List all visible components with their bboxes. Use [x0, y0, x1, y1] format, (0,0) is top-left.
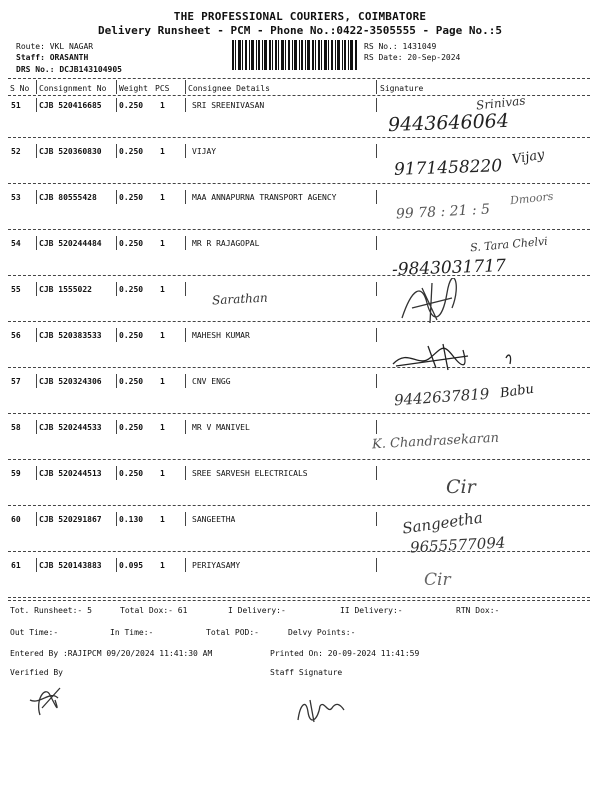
staff-label: Staff:	[16, 53, 45, 62]
col-header-signature: Signature	[380, 84, 424, 93]
cell-pcs: 1	[160, 147, 165, 156]
cell-consignment: CJB 520244484	[39, 239, 102, 248]
rs-date-label: RS Date:	[364, 53, 403, 62]
cell-sno: 59	[11, 469, 21, 478]
rtn-dox: RTN Dox:-	[456, 606, 500, 615]
cell-consignment: CJB 1555022	[39, 285, 92, 294]
ii-delivery: II Delivery:-	[340, 606, 403, 615]
entered-by: Entered By :RAJIPCM 09/20/2024 11:41:30 AM	[10, 649, 213, 658]
cell-pcs: 1	[160, 193, 165, 202]
col-sep	[376, 190, 377, 204]
col-sep	[376, 558, 377, 572]
col-sep	[116, 80, 117, 94]
col-header-consignee: Consignee Details	[188, 84, 270, 93]
document-title: THE PROFESSIONAL COURIERS, COIMBATORE	[173, 10, 427, 23]
col-sep	[376, 236, 377, 250]
col-sep	[185, 144, 186, 158]
handwritten-signature: Srinivas	[475, 93, 527, 113]
col-header-pcs: PCS	[155, 84, 170, 93]
cell-sno: 51	[11, 101, 21, 110]
cell-consignment: CJB 80555428	[39, 193, 97, 202]
cell-sno: 60	[11, 515, 21, 524]
col-sep	[36, 80, 37, 94]
cell-pcs: 1	[160, 515, 165, 524]
col-sep	[116, 144, 117, 158]
cell-consignee: VIJAY	[192, 147, 217, 156]
handwritten-signature: Cir	[446, 476, 476, 498]
col-sep	[116, 558, 117, 572]
col-sep	[36, 420, 37, 434]
handwritten-signature: K. Chandrasekaran	[371, 430, 500, 453]
cell-weight: 0.250	[119, 331, 144, 340]
cell-consignment: CJB 520383533	[39, 331, 102, 340]
row-rule	[8, 321, 590, 322]
col-sep	[185, 512, 186, 526]
document-subtitle: Delivery Runsheet - PCM - Phone No.:0422-3505555 - Page No.:5	[98, 24, 502, 37]
cell-sno: 58	[11, 423, 21, 432]
cell-consignee: PERIYASAMY	[192, 561, 241, 570]
col-sep	[376, 80, 377, 94]
col-sep	[116, 328, 117, 342]
row-rule	[8, 229, 590, 230]
col-sep	[185, 420, 186, 434]
col-sep	[376, 144, 377, 158]
cell-consignment: CJB 520360830	[39, 147, 102, 156]
cell-weight: 0.250	[119, 377, 144, 386]
cell-sno: 57	[11, 377, 21, 386]
col-header-sno: S No	[10, 84, 30, 93]
col-sep	[36, 98, 37, 112]
cell-consignee: MR R RAJAGOPAL	[192, 239, 260, 248]
cell-consignment: CJB 520416685	[39, 101, 102, 110]
cell-sno: 61	[11, 561, 21, 570]
i-delivery: I Delivery:-	[228, 606, 286, 615]
col-sep	[185, 558, 186, 572]
staff-signature-label: Staff Signature	[270, 668, 343, 677]
row-rule	[8, 137, 590, 138]
col-sep	[36, 144, 37, 158]
cell-consignment: CJB 520291867	[39, 515, 102, 524]
drs-field	[16, 65, 122, 74]
cell-sno: 52	[11, 147, 21, 156]
col-sep	[116, 466, 117, 480]
col-sep	[185, 466, 186, 480]
handwritten-signature: Babu	[499, 381, 535, 402]
handwritten-scribble	[392, 278, 472, 326]
footer-rule	[8, 600, 590, 601]
drs-value: DCJB143104905	[59, 65, 122, 74]
cell-pcs: 1	[160, 101, 165, 110]
handwritten-scribble	[388, 338, 528, 372]
cell-weight: 0.130	[119, 515, 144, 524]
cell-consignee: MR V MANIVEL	[192, 423, 250, 432]
col-sep	[36, 558, 37, 572]
delvy-points: Delvy Points:-	[288, 628, 356, 637]
row-rule	[8, 413, 590, 414]
col-sep	[116, 236, 117, 250]
col-sep	[185, 80, 186, 94]
rs-date-field	[364, 53, 460, 62]
handwritten-signature: Vijay	[510, 147, 546, 168]
col-sep	[376, 282, 377, 296]
cell-consignment: CJB 520324306	[39, 377, 102, 386]
staff-value: ORASANTH	[49, 53, 89, 62]
cell-weight: 0.250	[119, 101, 144, 110]
cell-sno: 55	[11, 285, 21, 294]
route-label: Route:	[16, 42, 45, 51]
cell-pcs: 1	[160, 469, 165, 478]
cell-pcs: 1	[160, 285, 165, 294]
rs-date-value: 20-Sep-2024	[407, 53, 461, 62]
row-rule	[8, 183, 590, 184]
cell-consignee: SREE SARVESH ELECTRICALS	[192, 469, 308, 478]
cell-consignee: CNV ENGG	[192, 377, 231, 386]
col-sep	[36, 374, 37, 388]
route-field	[16, 42, 93, 51]
cell-weight: 0.250	[119, 285, 144, 294]
rs-no-label: RS No.:	[364, 42, 398, 51]
staff-signature	[290, 690, 350, 726]
handwritten-signature: Dmoors	[509, 189, 554, 208]
col-header-consignment: Consignment No	[39, 84, 107, 93]
col-sep	[185, 98, 186, 112]
handwritten-signature: Cir	[424, 570, 451, 590]
total-dox: Total Dox:- 61	[120, 606, 188, 615]
cell-pcs: 1	[160, 331, 165, 340]
col-sep	[376, 512, 377, 526]
cell-weight: 0.095	[119, 561, 144, 570]
in-time: In Time:-	[110, 628, 154, 637]
tot-runsheet: Tot. Runsheet:- 5	[10, 606, 92, 615]
barcode	[232, 40, 358, 70]
route-value: VKL NAGAR	[49, 42, 94, 51]
cell-consignment: CJB 520244533	[39, 423, 102, 432]
handwritten-phone: 9443646064	[387, 109, 510, 137]
handwritten-phone: 9442637819	[393, 384, 490, 410]
staff-field	[16, 53, 88, 62]
col-sep	[116, 374, 117, 388]
rs-no-value: 1431049	[402, 42, 437, 51]
col-sep	[36, 236, 37, 250]
handwritten-signature: S. Tara Chelvi	[469, 234, 549, 255]
handwritten-phone: -9843031717	[391, 256, 507, 280]
cell-pcs: 1	[160, 239, 165, 248]
row-rule	[8, 459, 590, 460]
cell-consignee: MAA ANNAPURNA TRANSPORT AGENCY	[192, 193, 337, 202]
col-sep	[116, 190, 117, 204]
col-sep	[376, 98, 377, 112]
col-sep	[376, 374, 377, 388]
rs-no-field	[364, 42, 436, 51]
handwritten-phone: 99 78 : 21 : 5	[395, 201, 491, 223]
cell-consignee: SRI SREENIVASAN	[192, 101, 265, 110]
cell-weight: 0.250	[119, 147, 144, 156]
drs-label: DRS No.:	[16, 65, 55, 74]
cell-weight: 0.250	[119, 423, 144, 432]
col-sep	[185, 190, 186, 204]
row-rule	[8, 505, 590, 506]
col-sep	[116, 512, 117, 526]
cell-pcs: 1	[160, 561, 165, 570]
cell-weight: 0.250	[119, 239, 144, 248]
cell-sno: 54	[11, 239, 21, 248]
handwritten-consignee: Sarathan	[211, 290, 269, 308]
cell-sno: 56	[11, 331, 21, 340]
col-sep	[36, 190, 37, 204]
cell-pcs: 1	[160, 423, 165, 432]
handwritten-phone: 9655577094	[409, 533, 506, 557]
col-sep	[116, 98, 117, 112]
handwritten-phone: 9171458220	[393, 156, 503, 180]
verified-by-label: Verified By	[10, 668, 63, 677]
col-sep	[116, 420, 117, 434]
cell-consignee: SANGEETHA	[192, 515, 236, 524]
cell-weight: 0.250	[119, 469, 144, 478]
col-header-weight: Weight	[119, 84, 148, 93]
col-sep	[36, 512, 37, 526]
col-sep	[36, 328, 37, 342]
handwritten-signature: Sangeetha	[401, 508, 484, 538]
cell-pcs: 1	[160, 377, 165, 386]
row-rule	[8, 597, 590, 598]
out-time: Out Time:-	[10, 628, 59, 637]
col-sep	[185, 282, 186, 296]
col-sep	[116, 282, 117, 296]
col-sep	[36, 282, 37, 296]
col-sep	[376, 328, 377, 342]
col-sep	[185, 236, 186, 250]
cell-consignee: MAHESH KUMAR	[192, 331, 250, 340]
verified-by-signature	[20, 680, 70, 720]
cell-consignment: CJB 520244513	[39, 469, 102, 478]
col-sep	[36, 466, 37, 480]
cell-sno: 53	[11, 193, 21, 202]
col-sep	[376, 420, 377, 434]
cell-weight: 0.250	[119, 193, 144, 202]
col-sep	[185, 328, 186, 342]
cell-consignment: CJB 520143883	[39, 561, 102, 570]
total-pod: Total POD:-	[206, 628, 259, 637]
col-sep	[185, 374, 186, 388]
table-top-rule	[8, 78, 590, 79]
printed-on: Printed On: 20-09-2024 11:41:59	[270, 649, 420, 658]
col-sep	[376, 466, 377, 480]
